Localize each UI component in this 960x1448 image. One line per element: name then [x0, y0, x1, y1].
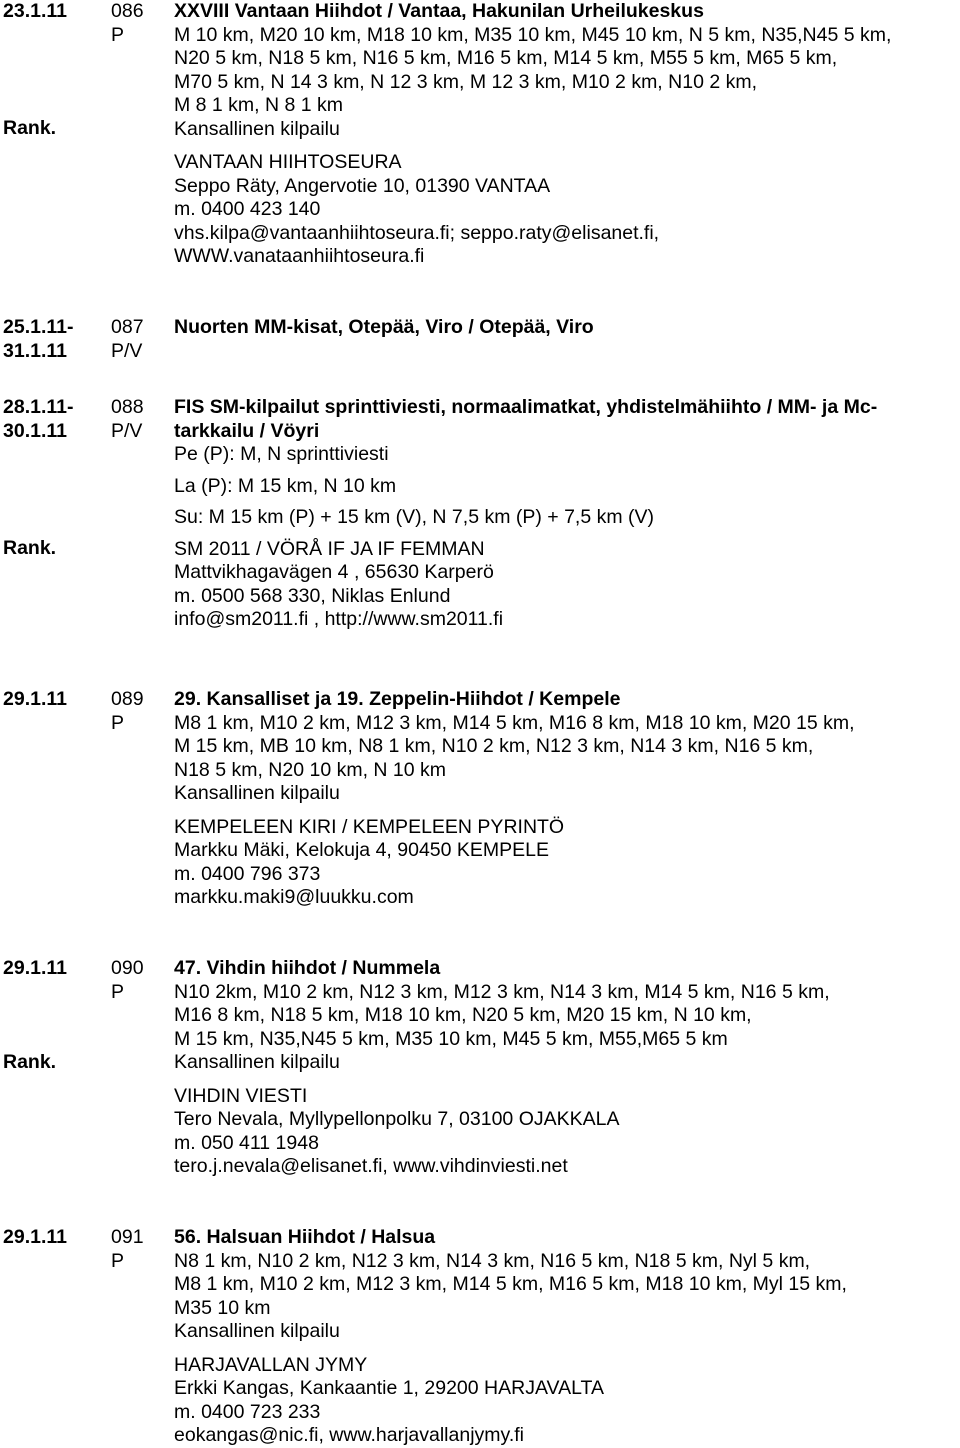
event-content [174, 396, 958, 632]
event-content [174, 0, 958, 269]
event-content [174, 957, 958, 1179]
event-title: XXVIII Vantaan Hiihdot / Vantaa, Hakunilan Urheilukeskus [174, 0, 704, 22]
organizer-address: Seppo Räty, Angervotie 10, 01390 VANTAA [174, 174, 551, 197]
event-code: 090 P [111, 957, 144, 1003]
rank-label: Rank. [3, 537, 57, 559]
event-title: 47. Vihdin hiihdot / Nummela [174, 957, 441, 979]
event-code: 091 P [111, 1226, 144, 1272]
event-date: 29.1.11 [3, 1226, 67, 1248]
event-detail-line: M8 1 km, M10 2 km, M12 3 km, M14 5 km, M16 5 km, M18 10 km, Myl 15 km, [174, 1273, 847, 1295]
event-date: 29.1.11 [3, 957, 67, 979]
event-detail-line: M35 10 km [174, 1296, 271, 1319]
event-detail-line: N20 5 km, N18 5 km, N16 5 km, M16 5 km, M14 5 km, M55 5 km, M65 5 km, [174, 47, 838, 69]
event-content [174, 688, 958, 910]
event-content [174, 1226, 958, 1448]
event-code: 088 P/V [111, 396, 144, 442]
event-schedule-line: Su: M 15 km (P) + 15 km (V), N 7,5 km (P) + 7,5 km (V) [174, 506, 655, 528]
organizer-name: SM 2011 / VÖRÅ IF JA IF FEMMAN [174, 537, 485, 560]
event-code: 089 P [111, 688, 144, 734]
organizer-name: VIHDIN VIESTI [174, 1084, 308, 1107]
event-detail-line: M 15 km, MB 10 km, N8 1 km, N10 2 km, N12 3 km, N14 3 km, N16 5 km, [174, 735, 814, 757]
event-detail-line: M8 1 km, M10 2 km, M12 3 km, M14 5 km, M16 8 km, M18 10 km, M20 15 km, [174, 711, 855, 734]
organizer-name: VANTAAN HIIHTOSEURA [174, 151, 402, 173]
event-date: 25.1.11- 31.1.11 [3, 316, 74, 362]
event-detail-line: M16 8 km, N18 5 km, M18 10 km, N20 5 km, M20 15 km, N 10 km, [174, 1004, 752, 1026]
organizer-phone: m. 050 411 1948 [174, 1131, 319, 1154]
organizer-email: info@sm2011.fi , http://www.sm2011.fi [174, 608, 504, 630]
event-detail-line: M70 5 km, N 14 3 km, N 12 3 km, M 12 3 km, M10 2 km, N10 2 km, [174, 70, 758, 93]
event-detail-line: M 15 km, N35,N45 5 km, M35 10 km, M45 5 km, M55,M65 5 km [174, 1027, 728, 1050]
organizer-phone: m. 0400 723 233 [174, 1400, 321, 1423]
organizer-name: KEMPELEEN KIRI / KEMPELEEN PYRINTÖ [174, 815, 565, 838]
rank-label: Rank. [3, 117, 57, 139]
organizer-name: HARJAVALLAN JYMY [174, 1353, 368, 1376]
organizer-phone: m. 0400 423 140 [174, 198, 321, 220]
organizer-email: vhs.kilpa@vantaanhiihtoseura.fi; seppo.raty@elisanet.fi, [174, 221, 660, 244]
event-detail-line: N10 2km, M10 2 km, N12 3 km, M12 3 km, N14 3 km, M14 5 km, N16 5 km, [174, 980, 830, 1003]
event-title: tarkkailu / Vöyri [174, 419, 320, 442]
event-detail-line: N18 5 km, N20 10 km, N 10 km [174, 758, 447, 781]
event-date: 28.1.11- 30.1.11 [3, 396, 74, 442]
organizer-email: eokangas@nic.fi, www.harjavallanjymy.fi [174, 1424, 524, 1446]
organizer-email: markku.maki9@luukku.com [174, 886, 414, 908]
organizer-phone: m. 0400 796 373 [174, 862, 321, 885]
event-detail-line: N8 1 km, N10 2 km, N12 3 km, N14 3 km, N16 5 km, N18 5 km, Nyl 5 km, [174, 1249, 811, 1272]
event-schedule-line: La (P): M 15 km, N 10 km [174, 474, 397, 497]
rank-label: Rank. [3, 1051, 57, 1073]
event-detail-line: Kansallinen kilpailu [174, 782, 340, 804]
event-title: 29. Kansalliset ja 19. Zeppelin-Hiihdot / Kempele [174, 688, 621, 710]
organizer-address: Mattvikhagavägen 4 , 65630 Karperö [174, 561, 494, 583]
event-title: 56. Halsuan Hiihdot / Halsua [174, 1226, 436, 1248]
event-title: Nuorten MM-kisat, Otepää, Viro / Otepää, Viro [174, 316, 594, 338]
organizer-phone: m. 0500 568 330, Niklas Enlund [174, 584, 451, 607]
organizer-address: Erkki Kangas, Kankaantie 1, 29200 HARJAVALTA [174, 1377, 604, 1399]
organizer-address: Tero Nevala, Myllypellonpolku 7, 03100 OJAKKALA [174, 1108, 620, 1130]
event-date: 29.1.11 [3, 688, 67, 710]
organizer-email: tero.j.nevala@elisanet.fi, www.vihdinviesti.net [174, 1155, 568, 1177]
event-code: 086 P [111, 0, 144, 46]
event-detail-line: Kansallinen kilpailu [174, 1051, 340, 1073]
event-title: FIS SM-kilpailut sprinttiviesti, normaalimatkat, yhdistelmähiihto / MM- ja Mc- [174, 396, 878, 418]
event-date: 23.1.11 [3, 0, 67, 22]
event-detail-line: Kansallinen kilpailu [174, 117, 340, 140]
event-detail-line: Kansallinen kilpailu [174, 1320, 340, 1342]
event-detail-line: M 8 1 km, N 8 1 km [174, 94, 344, 116]
event-detail-line: M 10 km, M20 10 km, M18 10 km, M35 10 km, M45 10 km, N 5 km, N35,N45 5 km, [174, 23, 892, 46]
event-schedule-line: Pe (P): M, N sprinttiviesti [174, 443, 389, 465]
organizer-address: Markku Mäki, Kelokuja 4, 90450 KEMPELE [174, 839, 550, 861]
organizer-website: WWW.vanataanhiihtoseura.fi [174, 245, 425, 267]
event-content [174, 316, 958, 340]
event-code: 087 P/V [111, 316, 144, 362]
